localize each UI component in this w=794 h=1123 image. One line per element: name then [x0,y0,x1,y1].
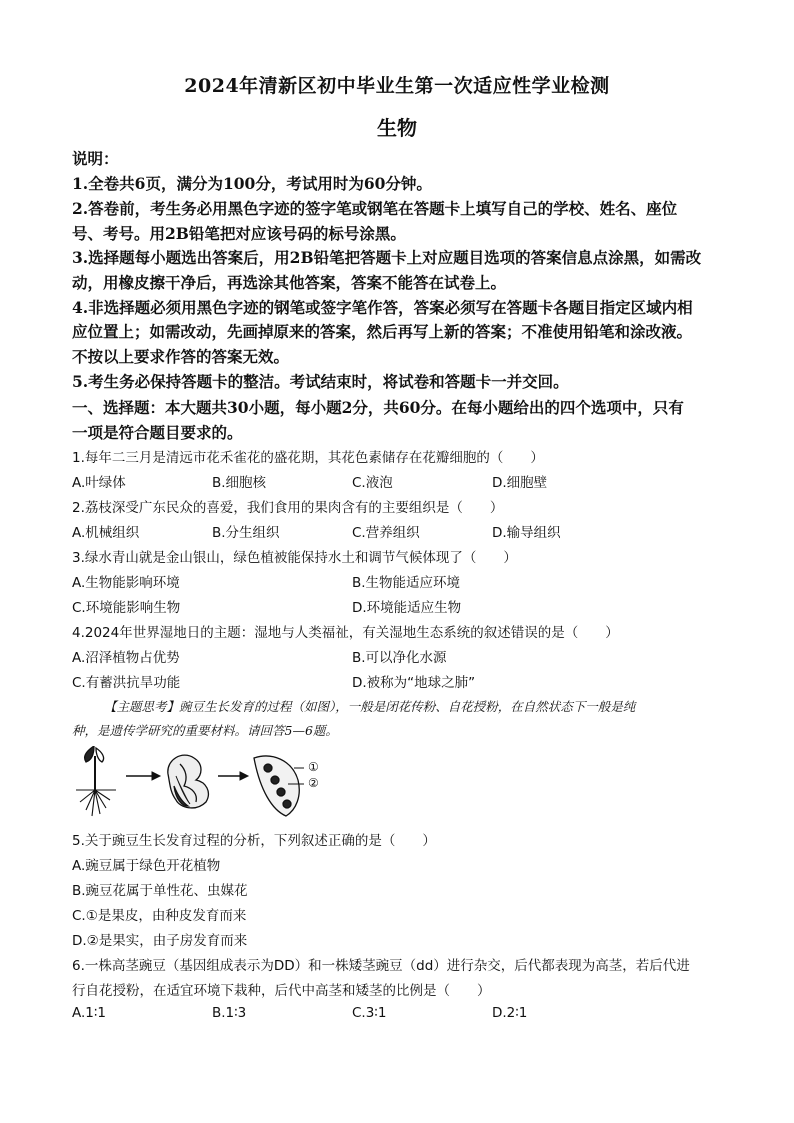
pea-pod-drawing [254,756,304,816]
instructions-heading: 说明： [72,149,119,168]
section-heading-cont: 一项是符合题目要求的。 [72,423,243,442]
instruction-1: 1.全卷共6页，满分为100分，考试用时为60分钟。 [72,174,432,193]
q1-option-c: C.液泡 [352,475,393,491]
q1-option-a: A.叶绿体 [72,475,126,491]
q5-option-c: C.①是果皮，由种皮发育而来 [72,908,247,924]
section-heading: 一、选择题：本大题共30小题，每小题2分，共60分。在每小题给出的四个选项中，只有 [72,398,684,417]
q6-option-c: C.3∶1 [352,1005,387,1021]
q2-option-a: A.机械组织 [72,525,140,541]
instruction-3: 3.选择题每小题选出答案后，用2B铅笔把答题卡上对应题目选项的答案信息点涂黑，如需改 [72,248,702,267]
q3-option-b: B.生物能适应环境 [352,575,461,591]
exam-title: 2024年清新区初中毕业生第一次适应性学业检测 [184,75,610,97]
q5-option-b: B.豌豆花属于单性花、虫媒花 [72,883,248,899]
question-6-cont: 行自花授粉，在适宜环境下栽种，后代中高茎和矮茎的比例是（ ） [72,983,491,999]
question-2: 2.荔枝深受广东民众的喜爱，我们食用的果肉含有的主要组织是（ ） [72,500,504,516]
instruction-4-end: 不按以上要求作答的答案无效。 [72,347,290,366]
question-5: 5.关于豌豆生长发育过程的分析，下列叙述正确的是（ ） [72,833,436,849]
arrow-1 [126,772,160,780]
q5-option-d: D.②是果实，由子房发育而来 [72,933,248,949]
instruction-2: 2.答卷前，考生务必用黑色字迹的签字笔或钢笔在答题卡上填写自己的学校、姓名、座位 [72,199,678,218]
instruction-5: 5.考生务必保持答题卡的整洁。考试结束时，将试卷和答题卡一并交回。 [72,372,569,391]
q4-option-b: B.可以净化水源 [352,650,447,666]
q2-option-b: B.分生组织 [212,525,280,541]
q6-option-a: A.1∶1 [72,1005,106,1021]
instruction-4: 4.非选择题必须用黑色字迹的钢笔或签字笔作答，答案必须写在答题卡各题目指定区域内相 [72,298,693,317]
q6-option-b: B.1∶3 [212,1005,247,1021]
subject-title: 生物 [377,116,417,140]
q6-option-d: D.2∶1 [492,1005,528,1021]
instruction-4-cont: 应位置上；如需改动，先画掉原来的答案，然后再写上新的答案；不准使用铅笔和涂改液。 [72,322,693,341]
q4-option-a: A.沼泽植物占优势 [72,650,180,666]
pea-development-drawing [72,746,332,824]
q1-option-b: B.细胞核 [212,475,267,491]
pea-flower-drawing [168,755,209,808]
arrow-2 [218,772,248,780]
question-3: 3.绿水青山就是金山银山，绿色植被能保持水土和调节气候体现了（ ） [72,550,517,566]
q1-option-d: D.细胞壁 [492,475,548,491]
pea-plant-drawing [76,746,116,816]
q4-option-c: C.有蓄洪抗旱功能 [72,675,181,691]
question-4: 4.2024年世界湿地日的主题：湿地与人类福祉，有关湿地生态系统的叙述错误的是（ ） [72,625,619,641]
figure-label-1: ① [308,760,319,774]
question-1: 1.每年二三月是清远市花禾雀花的盛花期，其花色素储存在花瓣细胞的（ ） [72,450,544,466]
q3-option-a: A.生物能影响环境 [72,575,180,591]
q2-option-c: C.营养组织 [352,525,420,541]
instruction-2-cont: 号、考号。用2B铅笔把对应该号码的标号涂黑。 [72,224,406,243]
q5-option-a: A.豌豆属于绿色开花植物 [72,858,221,874]
question-6: 6.一株高茎豌豆（基因组成表示为DD）和一株矮茎豌豆（dd）进行杂交，后代都表现为高茎，若后代进 [72,958,690,974]
q3-option-d: D.环境能适应生物 [352,600,462,616]
q4-option-d: D.被称为“地球之肺” [352,675,476,691]
q2-option-d: D.输导组织 [492,525,561,541]
pea-development-figure [72,746,332,824]
instruction-3-cont: 动，用橡皮擦干净后，再选涂其他答案，答案不能答在试卷上。 [72,273,507,292]
topic-intro: 【主题思考】豌豆生长发育的过程（如图），一般是闭花传粉、自花授粉，在自然状态下一般是纯 [104,699,636,714]
figure-label-2: ② [308,776,319,790]
topic-intro-cont: 种，是遗传学研究的重要材料。请回答5—6题。 [72,723,338,738]
q3-option-c: C.环境能影响生物 [72,600,181,616]
